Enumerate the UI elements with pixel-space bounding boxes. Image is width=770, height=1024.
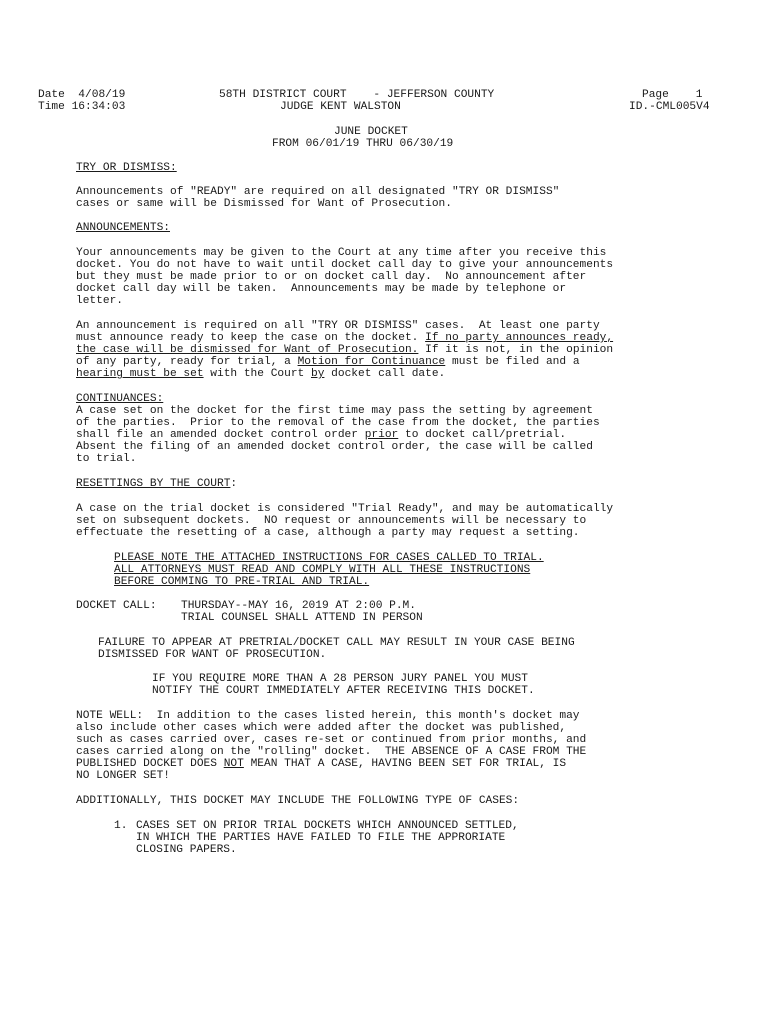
text-span: If it is not, in the opinion (418, 344, 614, 356)
text-span: of any party, ready for trial, a (76, 356, 298, 368)
announcements-p2-line (76, 332, 613, 344)
continuances-line (76, 429, 566, 441)
page-indicator (642, 89, 702, 101)
time-value: 16:34:03 (71, 101, 126, 113)
additionally-intro: ADDITIONALLY, THIS DOCKET MAY INCLUDE THE FOLLOWING TYPE OF CASES: (76, 795, 520, 807)
list-item-line: CLOSING PAPERS. (136, 844, 237, 856)
jury-line: NOTIFY THE COURT IMMEDIATELY AFTER RECEIVING THIS DOCKET. (152, 685, 535, 697)
underlined-text: RESETTINGS BY THE COURT (76, 478, 231, 490)
announcements-heading: ANNOUNCEMENTS: (76, 222, 170, 234)
announcements-p2-line (76, 368, 445, 380)
page-label: Page (642, 89, 669, 101)
underlined-text: the case will be dismissed for Want of Prosecution. (76, 344, 419, 356)
text-span: must announce ready to keep the case on the docket. (76, 332, 426, 344)
docket-call-counsel: TRIAL COUNSEL SHALL ATTEND IN PERSON (181, 612, 423, 624)
announcements-p2-line: An announcement is required on all "TRY OR DISMISS" cases. At least one party (76, 320, 600, 332)
failure-line: DISMISSED FOR WANT OF PROSECUTION. (98, 649, 327, 661)
announcements-p2-line (76, 356, 580, 368)
text-span: docket call date. (324, 368, 446, 380)
docket-title: JUNE DOCKET (334, 126, 408, 138)
note-well-line (76, 758, 566, 770)
underlined-text: prior (364, 429, 399, 441)
continuances-line: to trial. (76, 453, 137, 465)
announcements-line: docket. You do not have to wait until docket call day to give your announcements (76, 259, 614, 271)
text-span: PUBLISHED DOCKET DOES (76, 758, 224, 770)
text-span: : (230, 478, 238, 490)
try-or-dismiss-line: Announcements of "READY" are required on all designated "TRY OR DISMISS" (76, 186, 560, 198)
announcements-line: Your announcements may be given to the Court at any time after you receive this (76, 247, 607, 259)
underlined-text: Motion for Continuance (297, 356, 446, 368)
time-label: Time (38, 101, 65, 113)
text-span: must be filed and a (445, 356, 580, 368)
underlined-text: by (310, 368, 325, 380)
time-line (38, 101, 125, 113)
announcements-line: letter. (76, 295, 123, 307)
text-span: to docket call/pretrial. (398, 429, 567, 441)
notice-line: ALL ATTORNEYS MUST READ AND COMPLY WITH ALL THESE INSTRUCTIONS (114, 564, 531, 576)
jury-line: IF YOU REQUIRE MORE THAN A 28 PERSON JURY PANEL YOU MUST (152, 673, 528, 685)
resettings-line: set on subsequent dockets. NO request or announcements will be necessary to (76, 515, 587, 527)
date-line (38, 89, 125, 101)
underlined-text: If no party announces ready, (425, 332, 614, 344)
date-label: Date (38, 89, 65, 101)
try-or-dismiss-heading: TRY OR DISMISS: (76, 162, 177, 174)
note-well-line: NO LONGER SET! (76, 770, 170, 782)
note-well-line: also include other cases which were added after the docket was published, (76, 722, 567, 734)
announcements-line: docket call day will be taken. Announcements may be made by telephone or (76, 283, 567, 295)
underlined-text: hearing must be set (76, 368, 204, 380)
date-value: 4/08/19 (78, 89, 126, 101)
notice-line: PLEASE NOTE THE ATTACHED INSTRUCTIONS FOR CASES CALLED TO TRIAL. (114, 552, 544, 564)
underlined-text: NOT (223, 758, 244, 770)
continuances-heading: CONTINUANCES: (76, 393, 164, 405)
list-item-line: IN WHICH THE PARTIES HAVE FAILED TO FILE THE APPRORIATE (136, 832, 506, 844)
docket-range: FROM 06/01/19 THRU 06/30/19 (272, 138, 454, 150)
text-span: shall file an amended docket control order (76, 429, 365, 441)
list-item-number: 1. (114, 820, 128, 832)
docket-call-when: THURSDAY--MAY 16, 2019 AT 2:00 P.M. (181, 600, 416, 612)
announcements-p2-line (76, 344, 613, 356)
continuances-line: Absent the filing of an amended docket control order, the case will be called (76, 441, 593, 453)
try-or-dismiss-line: cases or same will be Dismissed for Want of Prosecution. (76, 198, 452, 210)
continuances-line: A case set on the docket for the first time may pass the setting by agreement (76, 405, 593, 417)
resettings-line: effectuate the resetting of a case, although a party may request a setting. (76, 527, 580, 539)
note-well-line: NOTE WELL: In addition to the cases listed herein, this month's docket may (76, 710, 580, 722)
judge-name: JUDGE KENT WALSTON (280, 101, 401, 113)
resettings-line: A case on the trial docket is considered "Trial Ready", and may be automatically (76, 503, 614, 515)
note-well-line: cases carried along on the "rolling" docket. THE ABSENCE OF A CASE FROM THE (76, 746, 587, 758)
list-item-line: CASES SET ON PRIOR TRIAL DOCKETS WHICH ANNOUNCED SETTLED, (136, 820, 519, 832)
court-name: 58TH DISTRICT COURT - JEFFERSON COUNTY (219, 89, 495, 101)
text-span: with the Court (203, 368, 311, 380)
resettings-heading (76, 478, 237, 490)
docket-call-label: DOCKET CALL: (76, 600, 157, 612)
notice-line: BEFORE COMMING TO PRE-TRIAL AND TRIAL. (114, 576, 370, 588)
announcements-line: but they must be made prior to or on docket call day. No announcement after (76, 271, 587, 283)
note-well-line: such as cases carried over, cases re-set or continued from prior months, and (76, 734, 587, 746)
page-number: 1 (695, 89, 703, 101)
continuances-line: of the parties. Prior to the removal of the case from the docket, the parties (76, 417, 600, 429)
document-id: ID.-CML005V4 (629, 101, 710, 113)
failure-line: FAILURE TO APPEAR AT PRETRIAL/DOCKET CALL MAY RESULT IN YOUR CASE BEING (98, 637, 575, 649)
text-span: MEAN THAT A CASE, HAVING BEEN SET FOR TRIAL, IS (243, 758, 567, 770)
